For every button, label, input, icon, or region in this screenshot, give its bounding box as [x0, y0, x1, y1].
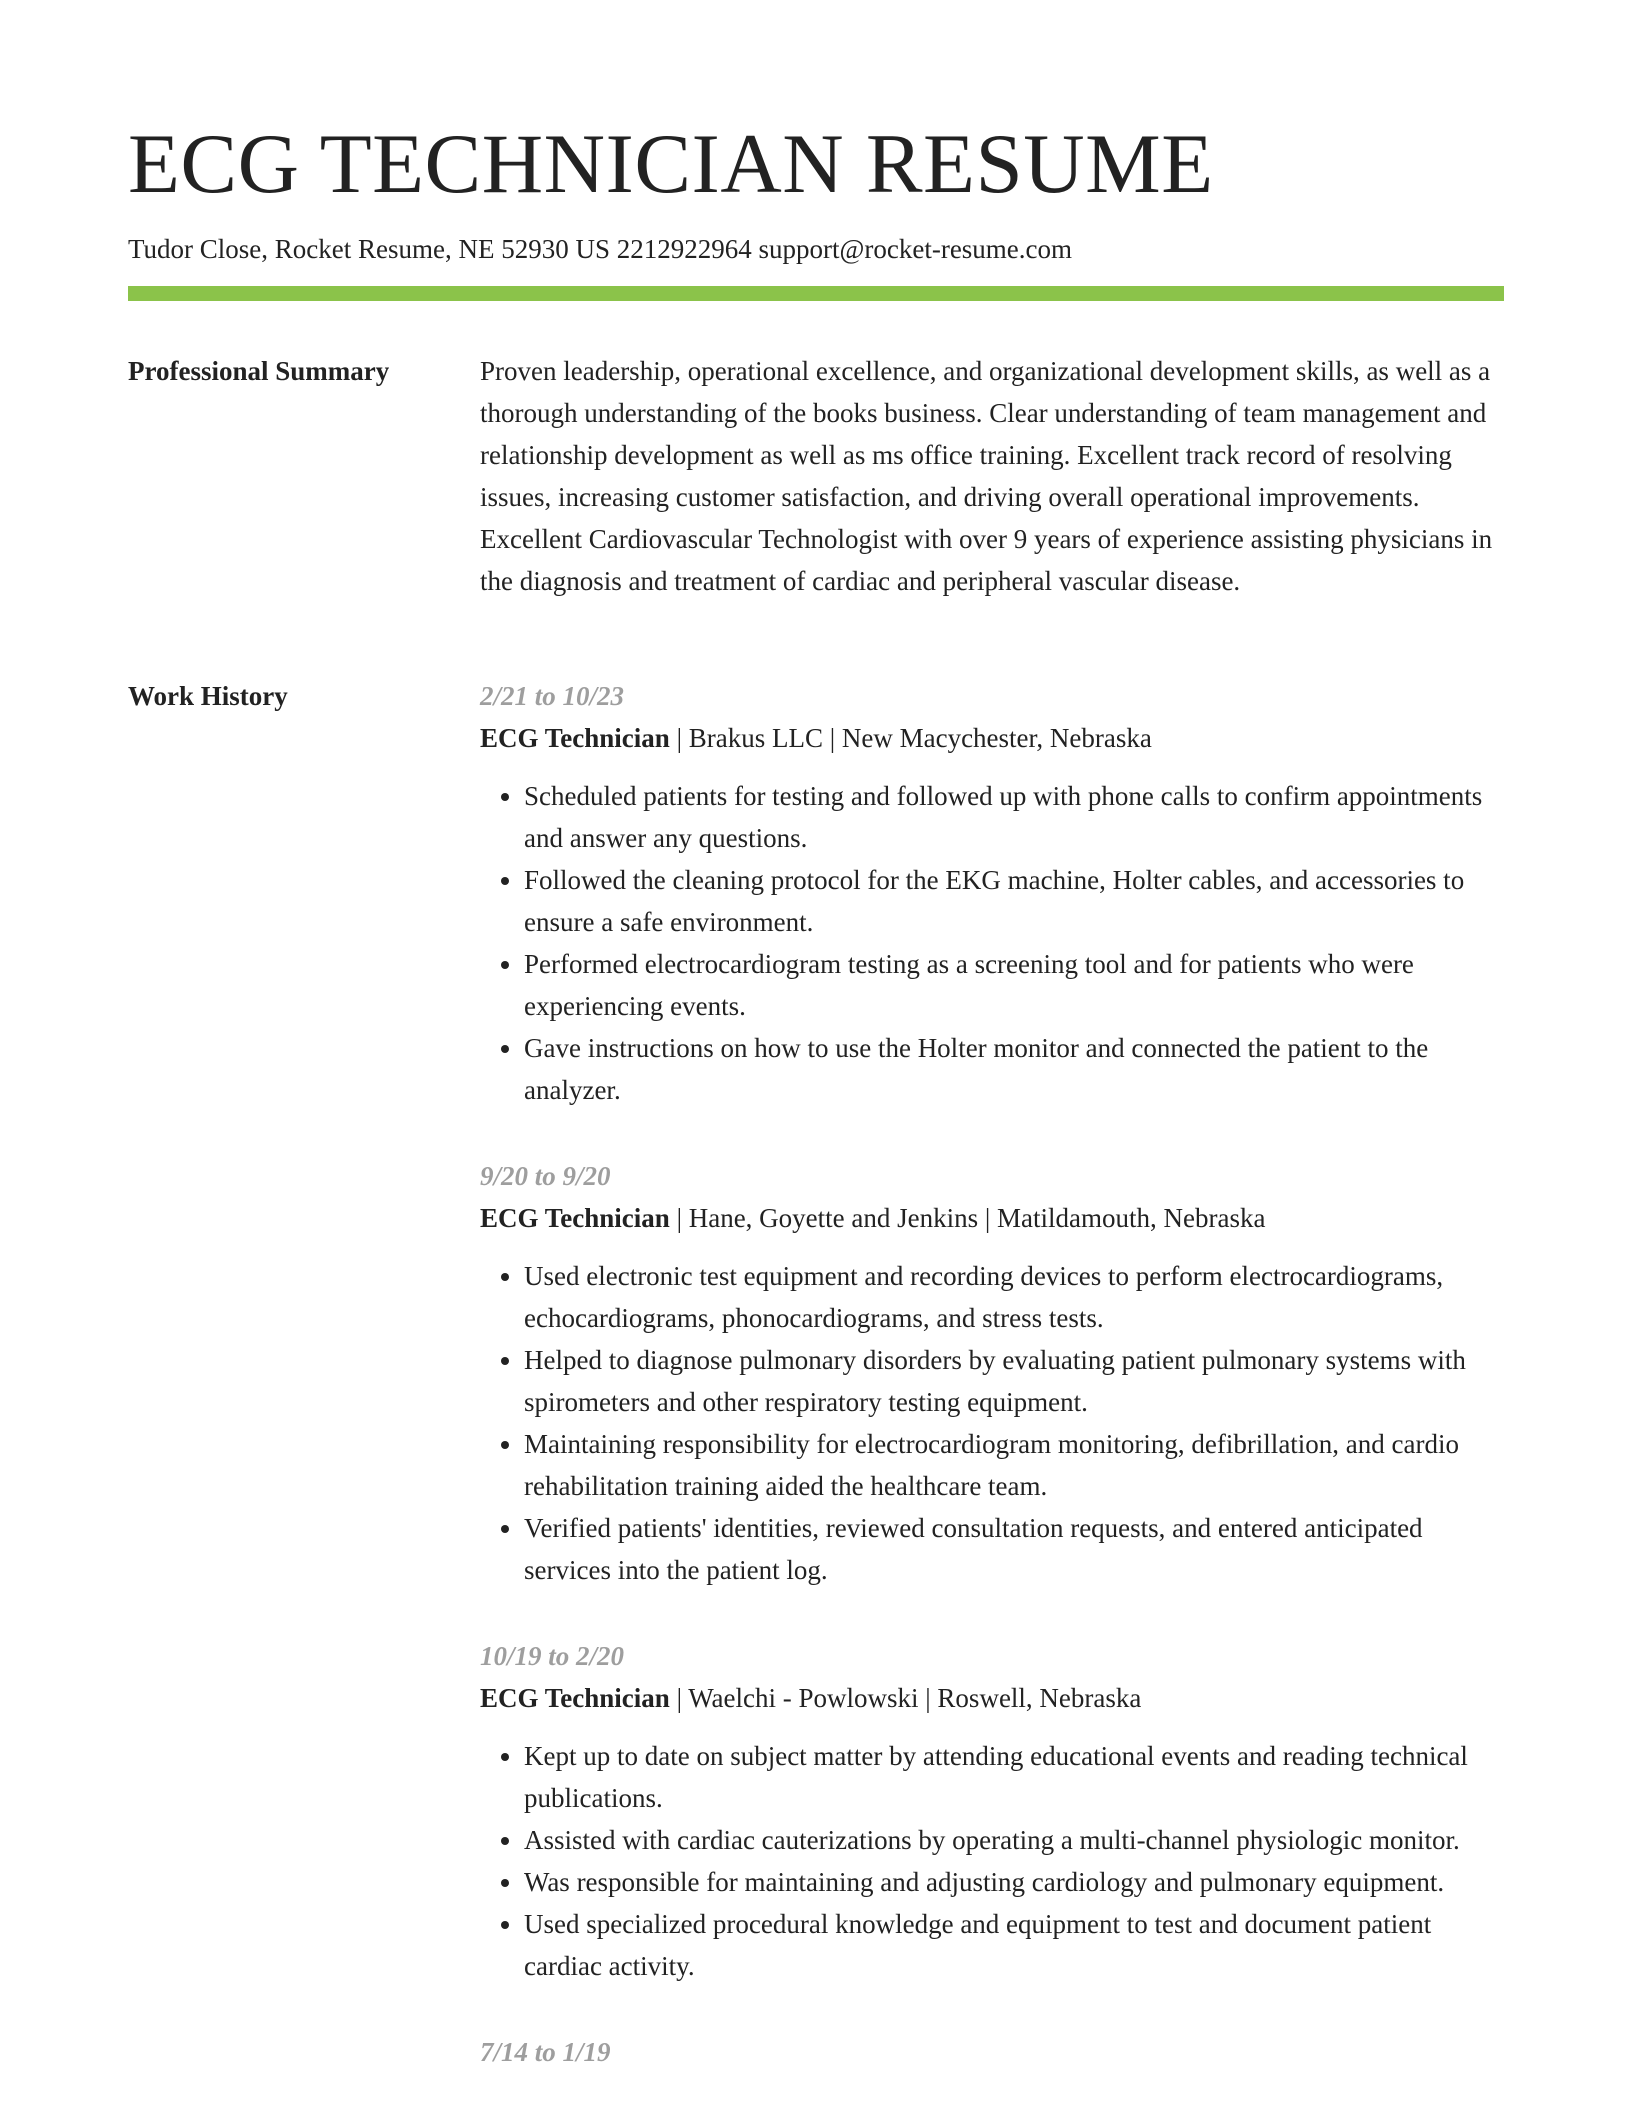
- job-employer-location: | Hane, Goyette and Jenkins | Matildamouth, Nebraska: [669, 1203, 1266, 1233]
- job-dates: 7/14 to 1/19: [480, 2037, 611, 2067]
- job-bullet-item: • Verified patients' identities, reviewed consultation requests, and entered anticipated services into the patient log.: [524, 1507, 1504, 1591]
- job-title-line: [480, 1677, 1504, 1719]
- job-bullet-list: [480, 775, 1504, 1111]
- contact-info: Tudor Close, Rocket Resume, NE 52930 US 2212922964 support@rocket-resume.com: [128, 234, 1073, 264]
- summary-text: Proven leadership, operational excellence, and organizational development skills, as well as a thorough understanding of the books business. Clear understanding of team management and relationship development as well as ms office training. Excellent track record of resolving issues, increasing customer satisfaction, and driving overall operational improvements. Excellent Cardiovascular Technologist with over 9 years of experience assisting physicians in the diagnosis and treatment of cardiac and peripheral vascular disease.: [480, 356, 1493, 596]
- job-title: ECG Technician: [480, 1683, 670, 1713]
- job-bullet-item: • Followed the cleaning protocol for the EKG machine, Holter cables, and accessories to ensure a safe environment.: [524, 859, 1504, 943]
- job-title-line: [480, 1197, 1504, 1239]
- job-bullet-list: [480, 1255, 1504, 1591]
- job-bullet-item: • Scheduled patients for testing and followed up with phone calls to confirm appointments and answer any questions.: [524, 775, 1504, 859]
- job-bullet-item: • Gave instructions on how to use the Holter monitor and connected the patient to the analyzer.: [524, 1027, 1504, 1111]
- job-bullet-item: • Kept up to date on subject matter by attending educational events and reading technical publications.: [524, 1735, 1504, 1819]
- job-employer-location: | Waelchi - Powlowski | Roswell, Nebraska: [669, 1683, 1142, 1713]
- work-history-heading: Work History: [128, 681, 288, 711]
- job-bullet-item: • Assisted with cardiac cauterizations by operating a multi-channel physiologic monitor.: [524, 1819, 1504, 1861]
- job-bullet-item: • Used specialized procedural knowledge and equipment to test and document patient cardiac activity.: [524, 1903, 1504, 1987]
- job-employer-location: | Brakus LLC | New Macychester, Nebraska: [669, 723, 1152, 753]
- job-bullet-item: • Performed electrocardiogram testing as a screening tool and for patients who were experiencing events.: [524, 943, 1504, 1027]
- job-entry: [480, 675, 1504, 1111]
- job-bullet-item: • Helped to diagnose pulmonary disorders by evaluating patient pulmonary systems with spirometers and other respiratory testing equipment.: [524, 1339, 1504, 1423]
- summary-heading: Professional Summary: [128, 356, 390, 386]
- work-history-body: [480, 675, 1504, 2117]
- job-entry: [480, 2031, 1504, 2073]
- job-dates: 10/19 to 2/20: [480, 1641, 625, 1671]
- job-entry: [480, 1635, 1504, 1987]
- job-bullet-item: • Maintaining responsibility for electrocardiogram monitoring, defibrillation, and cardio rehabilitation training aided the healthcare team.: [524, 1423, 1504, 1507]
- job-title-line: [480, 717, 1504, 759]
- job-entry: [480, 1155, 1504, 1591]
- job-bullet-item: • Used electronic test equipment and recording devices to perform electrocardiograms, echocardiograms, phonocardiograms, and stress tests.: [524, 1255, 1504, 1339]
- job-dates: 9/20 to 9/20: [480, 1161, 611, 1191]
- job-title: ECG Technician: [480, 1203, 670, 1233]
- header-divider: [128, 286, 1504, 301]
- job-title: ECG Technician: [480, 723, 670, 753]
- job-bullet-item: • Was responsible for maintaining and adjusting cardiology and pulmonary equipment.: [524, 1861, 1504, 1903]
- job-dates: 2/21 to 10/23: [480, 681, 625, 711]
- summary-body: [480, 350, 1504, 602]
- resume-title: ECG TECHNICIAN RESUME: [128, 117, 1214, 211]
- job-bullet-list: [480, 1735, 1504, 1987]
